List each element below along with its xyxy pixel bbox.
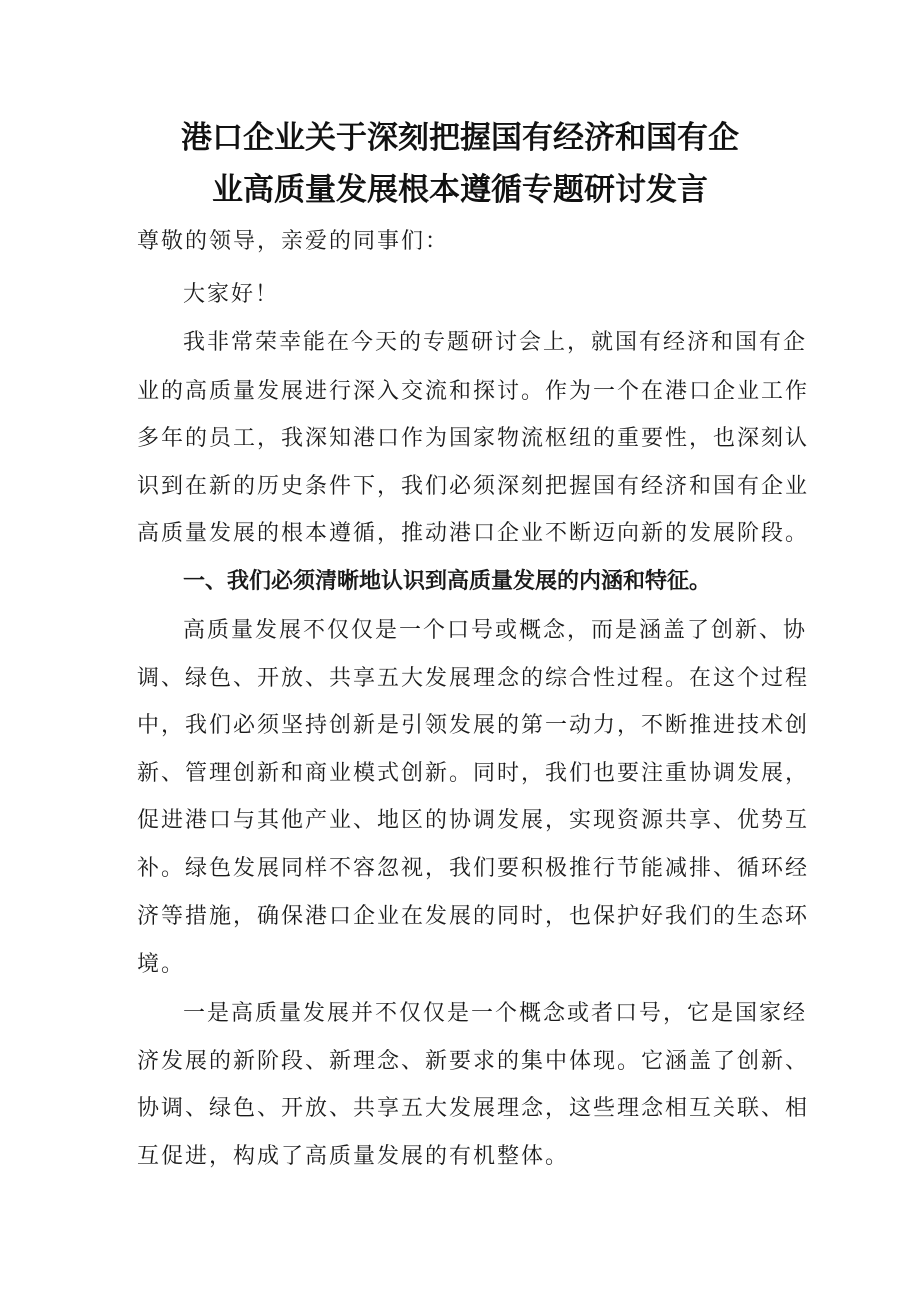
point-1-line: 协调、绿色、开放、共享五大发展理念，这些理念相互关联、相 (137, 1096, 810, 1121)
point-1-line: 一是高质量发展并不仅仅是一个概念或者口号，它是国家经 (183, 1001, 808, 1026)
intro-line: 识到在新的历史条件下，我们必须深刻把握国有经济和国有企业 (137, 474, 810, 499)
section-1-line: 促进港口与其他产业、地区的协调发展，实现资源共享、优势互 (137, 808, 810, 833)
salutation: 尊敬的领导，亲爱的同事们： (137, 229, 450, 254)
section-1-line: 济等措施，确保港口企业在发展的同时，也保护好我们的生态环 (137, 904, 810, 929)
section-1-line: 境。 (137, 952, 186, 977)
section-1-line: 调、绿色、开放、共享五大发展理念的综合性过程。在这个过程 (137, 666, 810, 691)
intro-line: 高质量发展的根本遵循，推动港口企业不断迈向新的发展阶段。 (137, 521, 810, 546)
point-1-line: 互促进，构成了高质量发展的有机整体。 (137, 1144, 570, 1169)
section-1-line: 高质量发展不仅仅是一个口号或概念，而是涵盖了创新、协 (183, 618, 808, 643)
section-1-line: 新、管理创新和商业模式创新。同时，我们也要注重协调发展， (137, 761, 810, 786)
point-1-line: 济发展的新阶段、新理念、新要求的集中体现。它涵盖了创新、 (137, 1049, 810, 1074)
section-1-line: 中，我们必须坚持创新是引领发展的第一动力，不断推进技术创 (137, 713, 810, 738)
document-title-line-2: 业高质量发展根本遵循专题研讨发言 (212, 172, 708, 208)
intro-line: 我非常荣幸能在今天的专题研讨会上，就国有经济和国有企 (183, 330, 808, 355)
document-title-line-1: 港口企业关于深刻把握国有经济和国有企 (181, 120, 739, 156)
greeting: 大家好！ (183, 282, 280, 307)
section-1-heading: 一、我们必须清晰地认识到高质量发展的内涵和特征。 (183, 569, 712, 594)
intro-line: 多年的员工，我深知港口作为国家物流枢纽的重要性，也深刻认 (137, 426, 810, 451)
intro-line: 业的高质量发展进行深入交流和探讨。作为一个在港口企业工作 (137, 379, 810, 404)
section-1-line: 补。绿色发展同样不容忽视，我们要积极推行节能减排、循环经 (137, 856, 810, 881)
